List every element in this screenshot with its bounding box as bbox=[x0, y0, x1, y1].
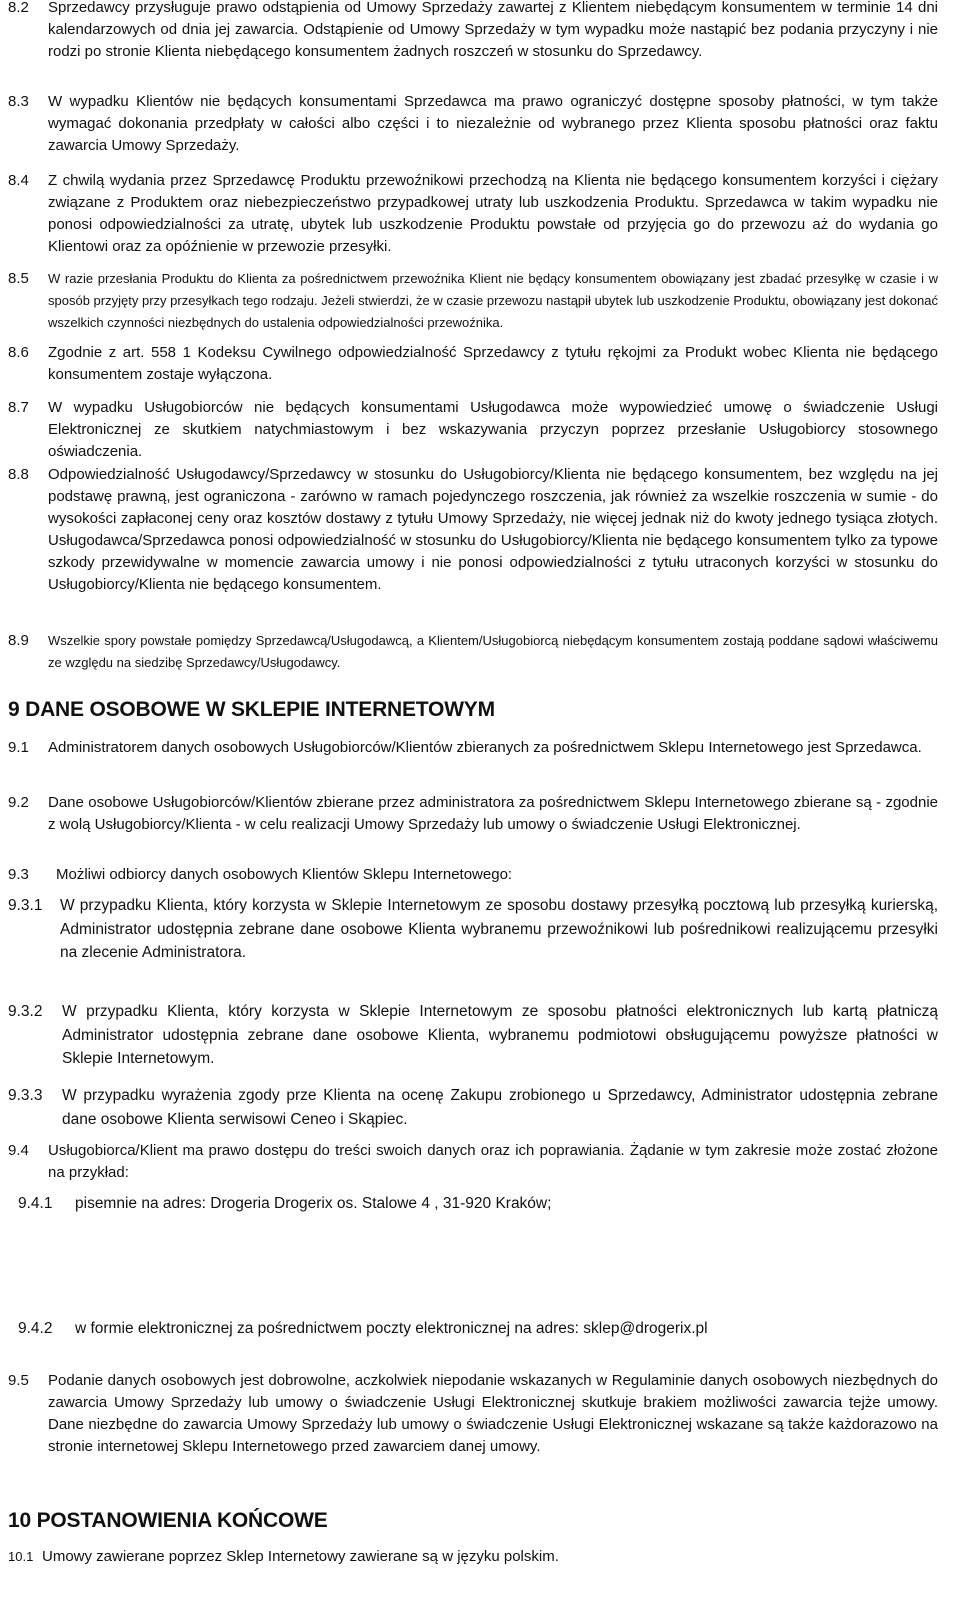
paragraph-8-4 bbox=[8, 170, 938, 258]
paragraph-number: 8.2 bbox=[8, 0, 29, 16]
paragraph-text: W przypadku Klienta, który korzysta w Sklepie Internetowym ze sposobu dostawy przesyłką pocztową lub przesyłką kurierską, Administrator udostępnia zebrane dane osobowe Klienta wybranemu przewoźnikowi lub pośrednikowi realizującemu przesyłki na zlecenie Administratora. bbox=[60, 897, 938, 961]
paragraph-number: 8.5 bbox=[8, 270, 29, 287]
paragraph-text: W wypadku Usługobiorców nie będących konsumentami Usługodawca może wypowiedzieć umowę o świadczenie Usługi Elektronicznej ze skutkiem natychmiastowym i bez wskazywania przyczyn poprzez przesłanie Usługobiorcy stosownego oświadczenia. bbox=[48, 399, 938, 460]
paragraph-9-3-2 bbox=[8, 1000, 938, 1071]
paragraph-9-3-1 bbox=[8, 894, 938, 965]
paragraph-number: 9.3.1 bbox=[8, 897, 43, 914]
paragraph-text: W przypadku Klienta, który korzysta w Sklepie Internetowym ze sposobu płatności elektronicznych lub kartą płatniczą Administrator udostępnia zebrane dane osobowe Klienta, wybranemu podmiotowi obsługującemu powyższe płatności w Sklepie Internetowym. bbox=[62, 1003, 938, 1067]
paragraph-9-5 bbox=[8, 1370, 938, 1458]
paragraph-text: Usługobiorca/Klient ma prawo dostępu do treści swoich danych oraz ich poprawiania. Żądanie w tym zakresie może zostać złożone na przykład: bbox=[48, 1142, 938, 1181]
paragraph-number: 9.2 bbox=[8, 794, 29, 811]
paragraph-number: 8.8 bbox=[8, 466, 29, 483]
paragraph-number: 8.6 bbox=[8, 344, 29, 361]
paragraph-number: 8.4 bbox=[8, 172, 29, 189]
paragraph-text: Możliwi odbiorcy danych osobowych Klientów Sklepu Internetowego: bbox=[56, 866, 513, 883]
paragraph-9-4-1 bbox=[18, 1192, 938, 1216]
paragraph-text: Wszelkie spory powstałe pomiędzy Sprzedawcą/Usługodawcą, a Klientem/Usługobiorcą niebędącym konsumentem zostają poddane sądowi właściwemu ze względu na siedzibę Sprzedawcy/Usługodawcy. bbox=[48, 633, 938, 670]
section-heading-10: 10 POSTANOWIENIA KOŃCOWE bbox=[8, 1509, 328, 1532]
paragraph-number: 9.3 bbox=[8, 866, 29, 883]
paragraph-text: pisemnie na adres: Drogeria Drogerix os. Stalowe 4 , 31-920 Kraków; bbox=[75, 1195, 552, 1212]
paragraph-text: W wypadku Klientów nie będących konsumentami Sprzedawca ma prawo ograniczyć dostępne sposoby płatności, w tym także wymagać dokonania przedpłaty w całości albo części i to niezależnie od wybranego przez Klienta sposobu płatności oraz faktu zawarcia Umowy Sprzedaży. bbox=[48, 93, 938, 154]
paragraph-number: 9.3.3 bbox=[8, 1087, 43, 1104]
paragraph-9-2 bbox=[8, 792, 938, 836]
paragraph-text: Administratorem danych osobowych Usługobiorców/Klientów zbieranych za pośrednictwem Sklepu Internetowego jest Sprzedawca. bbox=[48, 739, 922, 756]
paragraph-text: w formie elektronicznej za pośrednictwem poczty elektronicznej na adres: sklep@drogerix.pl bbox=[75, 1320, 708, 1337]
paragraph-9-4-2 bbox=[18, 1317, 938, 1341]
paragraph-8-8 bbox=[8, 464, 938, 596]
paragraph-number: 8.3 bbox=[8, 93, 29, 110]
paragraph-9-3 bbox=[8, 864, 938, 886]
paragraph-8-2 bbox=[8, 0, 938, 63]
paragraph-text: Sprzedawcy przysługuje prawo odstąpienia od Umowy Sprzedaży zawartej z Klientem niebędącym konsumentem w terminie 14 dni kalendarzowych od dnia jej zawarcia. Odstąpienie od Umowy Sprzedaży w tym wypadku może nastąpić bez podania przyczyny i nie rodzi po stronie Klienta niebędącego konsumentem żadnych roszczeń w stosunku do Sprzedawcy. bbox=[48, 0, 938, 60]
paragraph-text: Umowy zawierane poprzez Sklep Internetowy zawierane są w języku polskim. bbox=[42, 1548, 559, 1565]
paragraph-number: 9.4 bbox=[8, 1142, 29, 1159]
paragraph-text: W przypadku wyrażenia zgody prze Klienta na ocenę Zakupu zrobionego u Sprzedawcy, Administrator udostępnia zebrane dane osobowe Klienta serwisowi Ceneo i Skąpiec. bbox=[62, 1087, 938, 1128]
paragraph-text: Zgodnie z art. 558 1 Kodeksu Cywilnego odpowiedzialność Sprzedawcy z tytułu rękojmi za Produkt wobec Klienta nie będącego konsumentem zostaje wyłączona. bbox=[48, 344, 938, 383]
paragraph-8-7 bbox=[8, 397, 938, 463]
paragraph-number: 8.9 bbox=[8, 632, 29, 649]
paragraph-number: 8.7 bbox=[8, 399, 29, 416]
paragraph-10-1 bbox=[8, 1546, 938, 1568]
paragraph-number: 9.4.1 bbox=[18, 1195, 53, 1212]
paragraph-8-5 bbox=[8, 268, 938, 334]
section-heading-9: 9 DANE OSOBOWE W SKLEPIE INTERNETOWYM bbox=[8, 698, 495, 721]
paragraph-8-3 bbox=[8, 91, 938, 157]
paragraph-8-6 bbox=[8, 342, 938, 386]
paragraph-number: 9.1 bbox=[8, 739, 29, 756]
paragraph-text: W razie przesłania Produktu do Klienta za pośrednictwem przewoźnika Klient nie będący konsumentem obowiązany jest zbadać przesyłkę w czasie i w sposób przyjęty przy przesyłkach tego rodzaju. Jeżeli stwierdzi, że w czasie przewozu nastąpił ubytek lub uszkodzenie Produktu, obowiązany jest dokonać wszelkich czynności niezbędnych do ustalenia odpowiedzialności przewoźnika. bbox=[48, 271, 938, 330]
paragraph-text: Z chwilą wydania przez Sprzedawcę Produktu przewoźnikowi przechodzą na Klienta nie będącego konsumentem korzyści i ciężary związane z Produktem oraz niebezpieczeństwo przypadkowej utraty lub uszkodzenia Produktu. Sprzedawca w takim wypadku nie ponosi odpowiedzialności za utratę, ubytek lub uszkodzenie Produktu powstałe od przyjęcia go do przewozu aż do wydania go Klientowi oraz za opóźnienie w przewozie przesyłki. bbox=[48, 172, 938, 255]
paragraph-9-4 bbox=[8, 1140, 938, 1184]
paragraph-number: 9.4.2 bbox=[18, 1320, 53, 1337]
paragraph-9-1 bbox=[8, 737, 938, 759]
paragraph-number: 10.1 bbox=[8, 1549, 34, 1564]
paragraph-text: Odpowiedzialność Usługodawcy/Sprzedawcy w stosunku do Usługobiorcy/Klienta nie będącego konsumentem, bez względu na jej podstawę prawną, jest ograniczona - zarówno w ramach pojedynczego roszczenia, jak również za wszelkie roszczenia w sumie - do wysokości zapłaconej ceny oraz kosztów dostawy z tytułu Umowy Sprzedaży, nie więcej jednak niż do kwoty jednego tysiąca złotych. Usługodawca/Sprzedawca ponosi odpowiedzialność w stosunku do Usługobiorcy/Klienta nie będącego konsumentem tylko za typowe szkody przewidywalne w momencie zawarcia umowy i nie ponosi odpowiedzialności z tytułu utraconych korzyści w stosunku do Usługobiorcy/Klienta nie będącego konsumentem. bbox=[48, 466, 938, 593]
paragraph-text: Dane osobowe Usługobiorców/Klientów zbierane przez administratora za pośrednictwem Sklepu Internetowego zbierane są - zgodnie z wolą Usługobiorcy/Klienta - w celu realizacji Umowy Sprzedaży lub umowy o świadczenie Usługi Elektronicznej. bbox=[48, 794, 938, 833]
paragraph-9-3-3 bbox=[8, 1084, 938, 1131]
paragraph-number: 9.5 bbox=[8, 1372, 29, 1389]
paragraph-number: 9.3.2 bbox=[8, 1003, 43, 1020]
paragraph-text: Podanie danych osobowych jest dobrowolne, aczkolwiek niepodanie wskazanych w Regulaminie danych osobowych niezbędnych do zawarcia Umowy Sprzedaży lub umowy o świadczenie Usługi Elektronicznej skutkuje brakiem możliwości zawarcia tejże umowy. Dane niezbędne do zawarcia Umowy Sprzedaży lub umowy o świadczenie Usługi Elektronicznej wskazane są także każdorazowo na stronie internetowej Sklepu Internetowego przed zawarciem danej umowy. bbox=[48, 1372, 938, 1455]
paragraph-8-9 bbox=[8, 630, 938, 674]
